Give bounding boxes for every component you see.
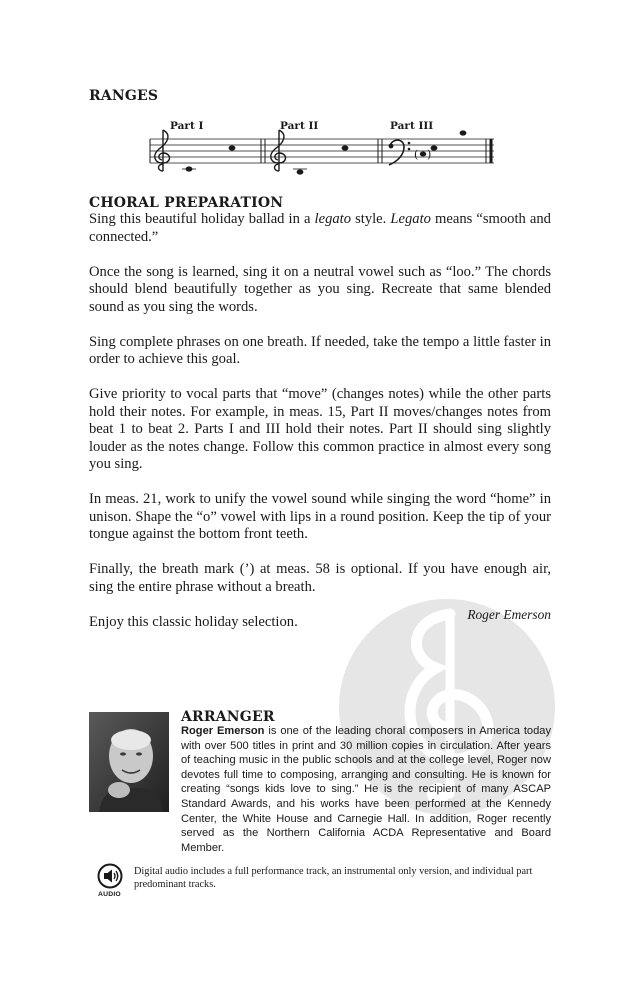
arranger-photo [89,712,169,812]
range-staff [146,116,496,180]
paragraph-7: Enjoy this classic holiday selection. [89,613,298,630]
audio-label: AUDIO [98,891,121,898]
treble-clef-icon [155,130,170,171]
part-label-3: Part III [390,120,434,132]
audio-icon [97,863,123,889]
arranger-bio [181,724,551,855]
paragraph-6: Finally, the breath mark (’) at meas. 58 is optional. If you have enough air, sing the entire phrase without a breath. [89,561,551,595]
paragraph-4: Give priority to vocal parts that “move” (changes notes) while the other parts hold their notes. For example, in meas. 15, Part II moves/changes notes from beat 1 to beat 2. Parts I and III hold their notes. Part II should sing slightly louder as the notes change. Follow this common practice in almost every song you sing. [89,386,551,472]
paragraph-5: In meas. 21, work to unify the vowel sound while singing the word “home” in unison. Shape the “o” vowel with lips in a round position. Keep the tip of your tongue against the bottom front teeth. [89,491,551,542]
arranger-heading: ARRANGER [181,709,275,725]
signature: Roger Emerson [467,607,551,622]
treble-clef-icon [271,130,286,171]
svg-text:(: ( [414,148,419,161]
bass-clef-icon [389,140,411,165]
choral-prep-body [89,211,551,631]
part-label-2: Part II [280,120,319,132]
paragraph-1: Sing this beautiful holiday ballad in a legato style. Legato means “smooth and connected.” [89,211,551,245]
arranger-bio-text: is one of the leading choral composers in America today with over 500 titles in print and 30 million copies in circulation. After years of teaching music in the public schools and at the college level, Roger now devotes full time to composing, arranging and consulting. He is known for creating “songs kids love to sing.” He is the recipient of many ASCAP Standard Awards, and his works have been performed at the Kennedy Center, the White House and Carnegie Hall. In addition, Roger recently served as the Northern California ACDA Representative and Board Member. [181,725,551,854]
svg-text:): ) [427,148,432,161]
arranger-name: Roger Emerson [181,725,265,737]
paragraph-2: Once the song is learned, sing it on a neutral vowel such as “loo.” The chords should blend beautifully together as you sing. Recreate that same blended sound as you sing the words. [89,263,551,315]
audio-note: Digital audio includes a full performance track, an instrumental only version, and individual part predominant tracks. [134,866,533,890]
part-label-1: Part I [170,120,204,132]
choral-prep-heading: CHORAL PREPARATION [89,195,284,211]
paragraph-3: Sing complete phrases on one breath. If needed, take the tempo a little faster in order to achieve this goal. [89,333,551,367]
ranges-heading: RANGES [89,88,159,104]
